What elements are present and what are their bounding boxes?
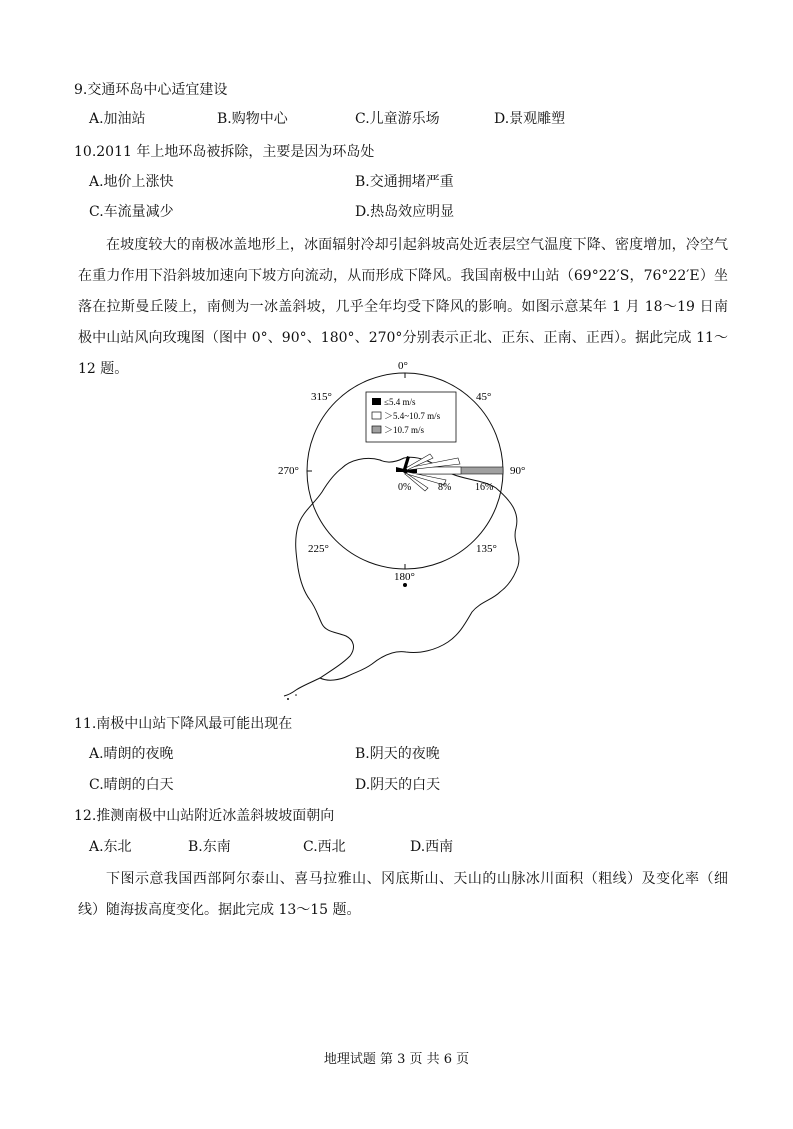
label-270: 270° [278,465,299,477]
label-135: 135° [476,543,497,555]
q11-stem: 11.南极中山站下降风最可能出现在 [74,716,293,732]
peninsula-outline [284,678,320,696]
label-0: 0° [398,360,408,372]
legend-label-mid: ＞5.4~10.7 m/s [384,411,441,421]
island-dot-2 [295,694,297,696]
legend-swatch-low [372,398,381,405]
wind-rose-figure [270,356,530,701]
legend-swatch-mid [372,412,381,419]
legend-label-low: ≤5.4 m/s [384,397,416,407]
q11-option-a: A.晴朗的夜晚 [89,746,174,762]
south-pole-dot [403,583,407,587]
q9-option-b: B.购物中心 [217,111,288,127]
legend-label-high: ＞10.7 m/s [384,425,425,435]
q10-option-d: D.热岛效应明显 [355,204,455,220]
label-225: 225° [308,543,329,555]
station-marker [403,469,407,473]
scale-0: 0% [398,482,412,493]
q10-option-b: B.交通拥堵严重 [355,174,454,190]
q12-option-b: B.东南 [188,839,231,855]
q12-option-d: D.西南 [410,839,454,855]
q9-option-d: D.景观雕塑 [494,111,566,127]
q11-option-c: C.晴朗的白天 [89,777,174,793]
label-90: 90° [510,465,526,477]
q10-option-c: C.车流量减少 [89,204,174,220]
q10-stem: 10.2011 年上地环岛被拆除，主要是因为环岛处 [74,144,375,160]
legend-swatch-high [372,426,381,433]
q9-stem: 9.交通环岛中心适宜建设 [74,82,228,98]
q12-option-c: C.西北 [303,839,346,855]
island-dot-1 [287,698,289,700]
q9-option-a: A.加油站 [89,111,146,127]
material-paragraph-1: 在坡度较大的南极冰盖地形上，冰面辐射冷却引起斜坡高处近表层空气温度下降、密度增加，冷空气在重力作用下沿斜坡加速向下坡方向流动，从而形成下降风。我国南极中山站（69°22′S，76°22′E）坐落在拉斯曼丘陵上，南侧为一冰盖斜坡，几乎全年均受下降风的影响。如图示意某年 1 月 18～19 日南极中山站风向玫瑰图（图中 0°、90°、180°、270°分别表示正北、正东、正南、正西）。据此完成 11～12 题。 [78,237,728,377]
label-180: 180° [394,571,415,583]
q11-option-d: D.阴天的白天 [355,777,441,793]
petal-w-low [396,467,404,472]
wind-rose-svg [270,356,530,701]
scale-8: 8% [438,482,452,493]
q11-option-b: B.阴天的夜晚 [355,746,440,762]
q9-option-c: C.儿童游乐场 [355,111,440,127]
label-315: 315° [311,391,332,403]
page-footer: 地理试题 第 3 页 共 6 页 [323,1052,470,1067]
q12-stem: 12.推测南极中山站附近冰盖斜坡坡面朝向 [74,808,335,824]
label-45: 45° [476,391,492,403]
q12-option-a: A.东北 [89,839,132,855]
material-paragraph-2: 下图示意我国西部阿尔泰山、喜马拉雅山、冈底斯山、天山的山脉冰川面积（粗线）及变化率（细线）随海拔高度变化。据此完成 13～15 题。 [78,871,728,918]
scale-16: 16% [475,482,494,493]
q10-option-a: A.地价上涨快 [89,174,174,190]
